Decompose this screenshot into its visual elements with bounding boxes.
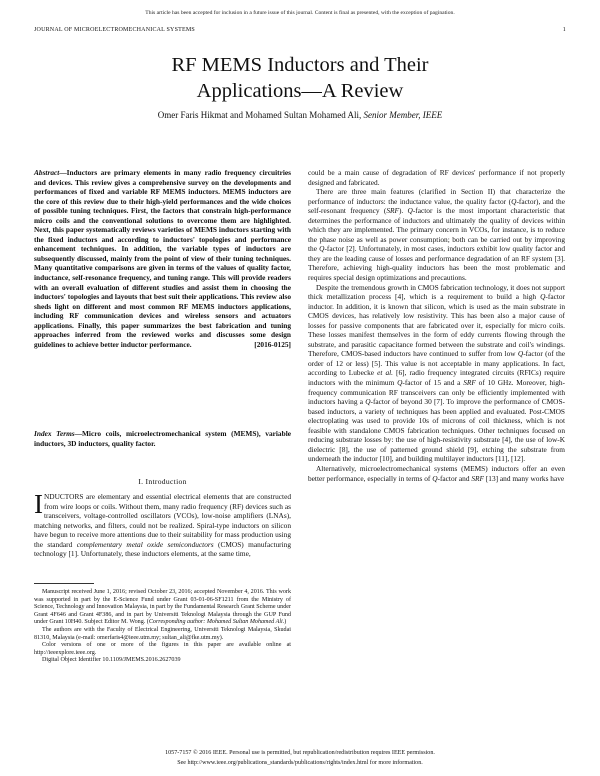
drop-cap: I: [34, 489, 43, 519]
author-line: [0, 110, 600, 120]
rights-link-line: See http://www.ieee.org/publications_standards/publications/rights/index.html for more information.: [177, 760, 423, 766]
introduction-paragraph: [34, 489, 292, 559]
abstract-label: Abstract: [34, 168, 60, 177]
page-number: 1: [562, 27, 566, 33]
right-paragraph-4: Alternatively, microelectromechanical systems (MEMS) inductors offer an even better performance, especially in terms of Q-factor and SRF [13] and many works have: [308, 463, 565, 483]
abstract-text: —Inductors are primary elements in many radio frequency circuitries and devices. This review gives a comprehensive survey on the developments and performances of fixed and variable RF MEMS inductors. MEMS inductors are the core of this review due to their high-yield performances and the wide choices of possible tuning techniques. First, the factors that constrain high-performance micro coils and the conventional solutions to overcome them are highlighted. Next, this paper systematically reviews varieties of MEMS inductors starting with the fixed inductors and according to inductors' topologies and performance enhancement techniques. In addition, the variable types of inductors are subsequently discussed, mainly from the point of view of their tuning techniques. Many quantitative comparisons are given in terms of the values of quality factor, inductance, self-resonance frequency, and tuning range. This will provide readers with an overall evaluation of different studies and assist them in choosing the inductors' topologies and layouts that best suit their applications. This review also sheds light on different and most common RF MEMS inductors applications, including RF communication devices and wireless sensors and actuators applications. Finally, this paper summarizes the best fabrication and tuning approaches inferred from the reviewed works and discusses some design guidelines to achieve better inductor performance.: [34, 168, 291, 349]
abstract-code: [2016-0125]: [254, 339, 291, 349]
title-line-1: RF MEMS Inductors and Their: [171, 54, 429, 76]
right-paragraph-2: There are three main features (clarified in Section II) that characterize the performance of inductors: the inductance value, the quality factor (Q-factor), and the self-resonant frequency (SRF). Q-factor is the most important characteristic that determines the performance of inductors and ultimately the quality of devices within which they are implemented. The primary concern in VCOs, for instance, is to reduce the phase noise as well as power consumption; both can be carried out by improving the Q-factor [2]. Unfortunately, in most cases, inductors exhibit low quality factor and they are the leading cause of losses and performance degradation of an RF system [3]. Therefore, achieving high-quality inductors has been the most problematic and requires special design optimizations and precautions.: [308, 187, 565, 283]
footnote-affiliation: The authors are with the Faculty of Electrical Engineering, Universiti Teknologi Malaysia, Skudai 81310, Malaysia (e-mail: omerfaris4@ieee.utm.my; sultan_ali@fke.utm.my).: [34, 626, 291, 641]
author-names: Omer Faris Hikmat and Mohamed Sultan Mohamed Ali,: [157, 110, 362, 120]
footnote-doi: Digital Object Identifier 10.1109/JMEMS.2016.2627039: [42, 657, 181, 664]
footnotes: [34, 589, 291, 665]
author-membership: Senior Member, IEEE: [363, 110, 443, 120]
intro-text-2: (CMOS) manufacturing technology [1]. Unfortunately, these inductors elements, at the same time,: [34, 539, 292, 559]
index-terms: [34, 429, 291, 448]
right-column: [308, 168, 565, 483]
copyright-line: 1057-7157 © 2016 IEEE. Personal use is permitted, but republication/redistribution requires IEEE permission.: [165, 750, 435, 756]
running-head: [34, 27, 566, 33]
journal-name: JOURNAL OF MICROELECTROMECHANICAL SYSTEMS: [34, 27, 195, 33]
footnote-rule: [34, 583, 94, 584]
right-paragraph-1: could be a main cause of degradation of RF devices' performance if not properly designed and fabricated.: [308, 168, 565, 187]
top-note: This article has been accepted for inclusion in a future issue of this journal. Content is final as presented, with the exception of pagination.: [145, 10, 455, 16]
right-paragraph-3: Despite the tremendous growth in CMOS fabrication technology, it does not support thick metallization process [4], which is a requirement to build a high Q-factor inductor. In addition, it is known that silicon, which is used as the main substrate in CMOS devices, has relatively low resistivity. This has been also a major cause of losses for passive components that are fabricated over it, especially for micro coils. These losses manifest themselves in the form of eddy currents flowing through the substrate, and parasitic capacitance formed between the substrate and coil's windings. Therefore, CMOS-based inductors have continued to suffer from low Q-factor (of the order of 12 or less) [5]. This value is not acceptable in many applications. In fact, according to Lubecke et al. [6], radio frequency integrated circuits (RFICs) require inductors with the minimum Q-factor of 15 and a SRF of 10 GHz. Moreover, high-frequency communication RF transceivers can only be efficiently implemented with inductors having a Q-factor of beyond 30 [7]. To improve the performance of CMOS-based inductors, a variety of techniques has been applied and evaluated. Post-CMOS electroplating was used to provide 10s of microns of coil thickness, which is not feasible with standalone CMOS fabrication techniques. Other techniques focused on reducing substrate losses by: the use of high-resistivity substrate [4], the use of low-K dielectric [8], the use of patterned ground shield [9], etching the substrate from underneath the inductor [10], and building multilayer inductors [11], [12].: [308, 282, 566, 464]
title-line-2: Applications—A Review: [196, 80, 404, 102]
index-terms-label: Index Terms: [34, 429, 75, 438]
footnote-manuscript: Manuscript received June 1, 2016; revised October 23, 2016; accepted November 4, 2016. This work was supported in part by the E-Science Fund under Grant 03-01-06-SF1211 from the Ministry of Science, Technology and Innovation Malaysia, in part by the Fundamental Research Grant Scheme under Grant 4F646 and Grant 4F386, and in part by Universiti Teknologi Malaysia through the GUP Fund under Grant 10H40. Subject Editor M. Wong. (Corresponding author: Mohamed Sultan Mohamed Ali.): [34, 589, 291, 626]
intro-emphasis: complementary metal oxide semiconductors: [76, 539, 214, 549]
footnote-color: Color versions of one or more of the figures in this paper are available online at http://ieeexplore.ieee.org.: [34, 642, 291, 656]
section-heading-introduction: I. Introduction: [138, 477, 187, 486]
abstract: [34, 168, 291, 349]
index-terms-text: —Micro coils, microelectromechanical system (MEMS), variable inductors, 3D inductors, quality factor.: [34, 429, 291, 448]
paper-title: [0, 52, 600, 104]
intro-text-1: NDUCTORS are elementary and essential electrical elements that are constructed from wire loops or coils. Without them, many radio frequency (RF) devices such as transceivers, voltage-controlled oscillators (VCOs), low-noise amplifiers (LNAs), matching networks, and filters, could not be realized. Spiral-type inductors on silicon have begun to receive more attentions due to their suitability for mass production using the standard: [34, 492, 291, 549]
